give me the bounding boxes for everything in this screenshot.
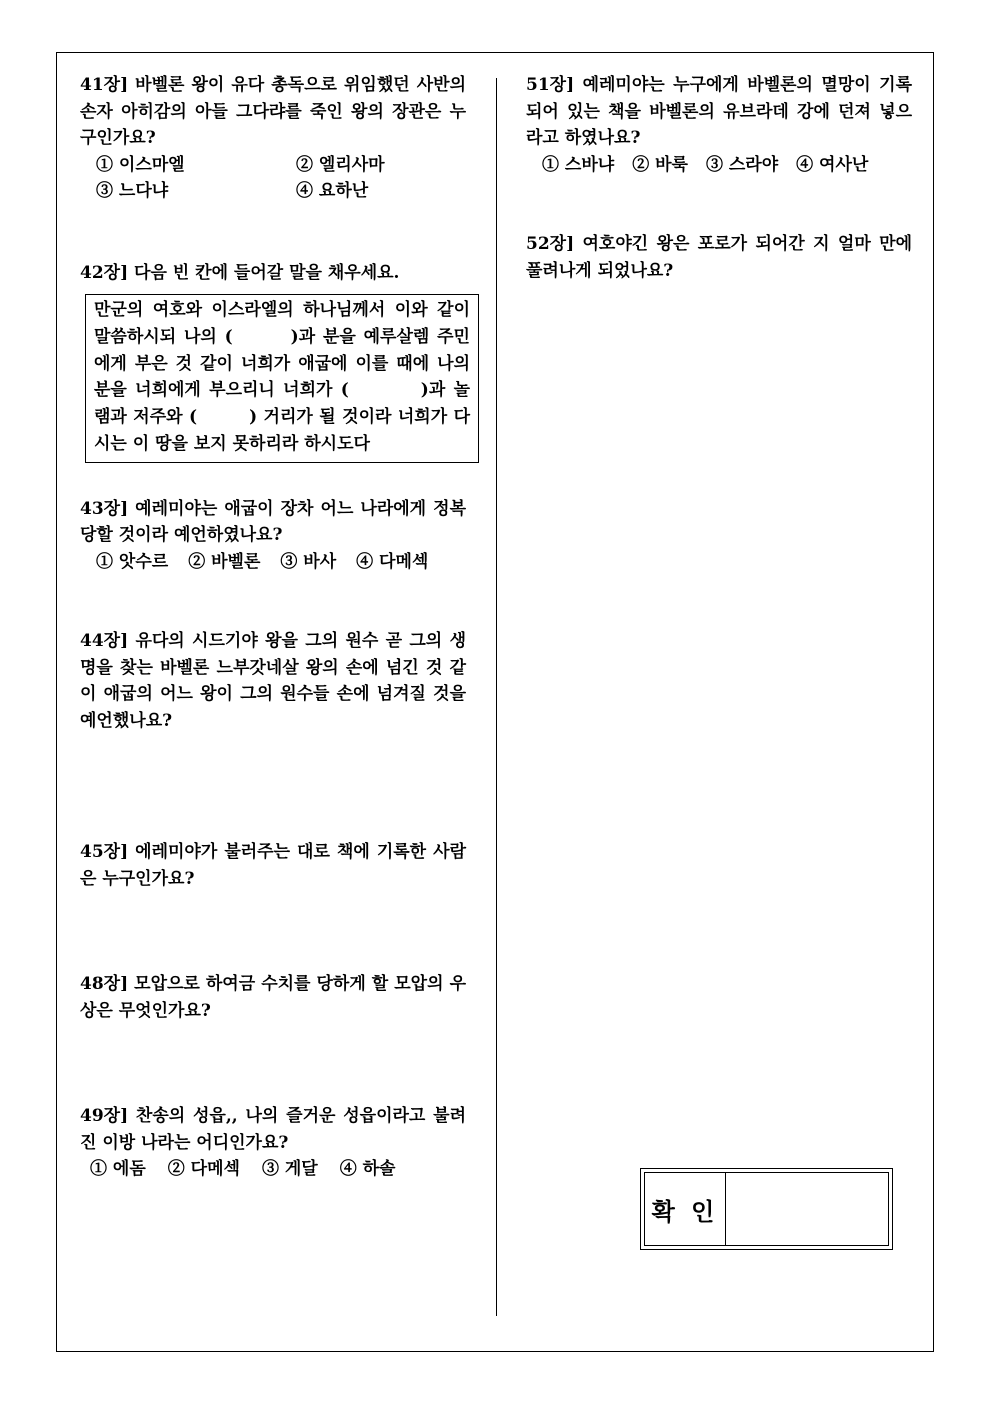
option[interactable]: ④ 여사난: [796, 154, 869, 175]
confirmation-label: 확 인: [645, 1173, 726, 1245]
question-41-options: [80, 152, 466, 205]
question-49-text: 49장] 찬송의 성읍,, 나의 즐거운 성읍이라고 불려진 이방 나라는 어디인가요?: [80, 1106, 466, 1153]
option[interactable]: ③ 게달: [261, 1159, 318, 1180]
option[interactable]: ③ 스라야: [705, 154, 779, 175]
question-42-text: 42장] 다음 빈 칸에 들어갈 말을 채우세요.: [80, 262, 400, 283]
option[interactable]: ① 스바냐: [542, 154, 615, 175]
column-divider: [496, 78, 497, 1316]
question-51-options: [526, 152, 912, 179]
option[interactable]: ① 에돔: [90, 1159, 146, 1180]
passage-text: )과 분을 예루살렘 주민에게 부은 것 같이 너희가 애굽에 이를 때에 나의 분을 너희에게 부으리니 너희가 (: [94, 326, 470, 401]
question-48: [80, 971, 466, 1024]
right-column: [526, 72, 912, 284]
confirmation-box-inner: [644, 1172, 889, 1246]
question-49: [80, 1103, 466, 1183]
question-44-text: 44장] 유다의 시드기야 왕을 그의 원수 곧 그의 생명을 찾는 바벨론 느부갓네살 왕의 손에 넘긴 것 같이 애굽의 어느 왕이 그의 원수들 손에 넘겨질 것을 예언했나요?: [80, 631, 466, 731]
question-42: [80, 260, 470, 463]
confirmation-signature-area[interactable]: [726, 1173, 888, 1245]
question-43: [80, 496, 466, 576]
question-52-text: 52장] 여호야긴 왕은 포로가 되어간 지 얼마 만에 풀려나게 되었나요?: [526, 234, 912, 281]
option[interactable]: ② 엘리사마: [296, 154, 385, 175]
option[interactable]: ④ 다메섹: [356, 551, 429, 572]
left-column: [80, 72, 470, 1183]
option[interactable]: ① 이스마엘: [96, 154, 185, 175]
question-45-text: 45장] 에레미야가 불러주는 대로 책에 기록한 사람은 누구인가요?: [80, 842, 466, 889]
option[interactable]: ① 앗수르: [96, 551, 169, 572]
passage-text: )과 놀램과 저주와 (: [94, 380, 470, 428]
question-44: [80, 628, 466, 734]
option[interactable]: ② 다메섹: [167, 1159, 240, 1180]
question-41-text: 41장] 바벨론 왕이 유다 총독으로 위임했던 사반의 손자 아히감의 아들 그다랴를 죽인 왕의 장관은 누구인가요?: [80, 75, 466, 148]
confirmation-box: [640, 1168, 893, 1250]
question-52: [526, 231, 912, 284]
question-51: [526, 72, 912, 178]
question-49-options: [80, 1156, 466, 1183]
option[interactable]: ③ 바사: [280, 551, 337, 572]
option[interactable]: ② 바벨론: [188, 551, 261, 572]
option[interactable]: ④ 하솔: [339, 1159, 396, 1180]
option[interactable]: ② 바룩: [632, 154, 688, 175]
question-51-text: 51장] 예레미야는 누구에게 바벨론의 멸망이 기록되어 있는 책을 바벨론의 유브라데 강에 던져 넣으라고 하였나요?: [526, 75, 912, 148]
passage-text: ) 거리가 될 것이라 너희가 다시는 이 땅을 보지 못하리라 하시도다: [94, 407, 470, 454]
question-43-text: 43장] 예레미야는 애굽이 장차 어느 나라에게 정복당할 것이라 예언하였나요?: [80, 498, 466, 546]
passage-text: 만군의 여호와 이스라엘의 하나님께서 이와 같이 말씀하시되 나의 (: [94, 300, 470, 347]
question-45: [80, 839, 466, 892]
fill-in-blank-box: [85, 294, 479, 463]
option[interactable]: ③ 느다냐: [96, 181, 169, 201]
question-41: [80, 72, 466, 205]
question-48-text: 48장] 모압으로 하여금 수치를 당하게 할 모압의 우상은 무엇인가요?: [80, 974, 466, 1021]
option[interactable]: ④ 요하난: [296, 181, 369, 201]
question-43-options: [80, 549, 466, 576]
